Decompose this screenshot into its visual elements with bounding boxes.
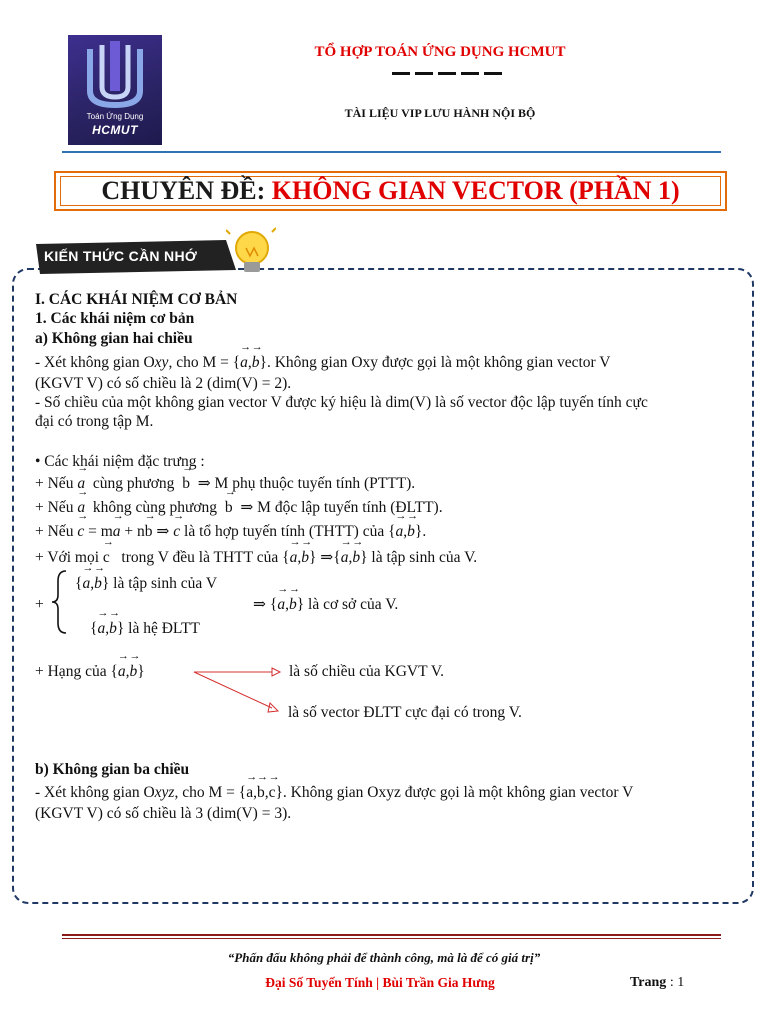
lightbulb-icon [226, 226, 276, 280]
header-subtitle: TÀI LIỆU VIP LƯU HÀNH NỘI BỘ [344, 106, 536, 120]
org-name: TỔ HỢP TOÁN ỨNG DỤNG HCMUT [314, 44, 566, 60]
footer-course: Đại Số Tuyến Tính | Bùi Trần Gia Hưng [265, 975, 495, 990]
feature-5-top: {→ a,→ b} là tập sinh của V [75, 574, 217, 593]
rank-line: + Hạng của {→ a,→ b} [35, 662, 145, 681]
section-heading: I. CÁC KHÁI NIỆM CƠ BẢN [35, 291, 238, 308]
title-main: KHÔNG GIAN VECTOR (PHẦN 1) [271, 176, 680, 205]
subsection-heading: 1. Các khái niệm cơ bản [35, 310, 195, 327]
rank-arrows-icon [190, 660, 290, 720]
rank-result-1: là số chiều của KGVT V. [289, 663, 444, 680]
header-divider [62, 151, 721, 153]
rank-result-2: là số vector ĐLTT cực đại có trong V. [288, 704, 522, 721]
part-a-line-3: - Số chiều của một không gian vector V được ký hiệu là dim(V) là số vector độc lập tuyến tính cực [35, 394, 648, 411]
footer-quote: “Phấn đấu không phải để thành công, mà là để có giá trị” [227, 950, 541, 965]
feature-3: + Nếu → c = m→ a + n→ b ⇒ → c là tổ hợp tuyến tính (THTT) của {→ a,→ b}. [35, 522, 426, 541]
document-title [54, 176, 727, 206]
footer-divider-thin [62, 938, 721, 939]
title-prefix: CHUYÊN ĐỀ: [101, 176, 266, 205]
feature-4: + Với mọi → c trong V đều là THTT của {→ a,→ b} ⇒{→ a,→ b} là tập sinh của V. [35, 548, 477, 567]
logo-u-icon [68, 35, 162, 110]
part-a-line-4: đại có trong tập M. [35, 413, 154, 430]
logo-caption-2: HCMUT [92, 123, 138, 137]
part-b-heading: b) Không gian ba chiều [35, 761, 190, 778]
logo-caption-1: Toán Ứng Dụng [86, 112, 144, 121]
feature-5-plus: + [35, 596, 44, 613]
part-b-line-1: - Xét không gian Oxyz, cho M = {→ a,→ b,→ c}. Không gian Oxyz được gọi là một không gian vector V [35, 783, 633, 802]
part-a-heading: a) Không gian hai chiều [35, 330, 193, 347]
page-number: Trang : 1 [630, 975, 685, 990]
part-a-line-1: - Xét không gian Oxy, cho M = {→ a,→ b}. Không gian Oxy được gọi là một không gian vector V [35, 353, 610, 372]
features-intro: • Các khái niệm đặc trưng : [35, 453, 205, 470]
part-a-line-2: (KGVT V) có số chiều là 2 (dim(V) = 2). [35, 375, 292, 392]
feature-5-right: ⇒ {→ a,→ b} là cơ sở của V. [253, 595, 398, 614]
feature-1: + Nếu → a cùng phương → b ⇒ M phụ thuộc tuyến tính (PTTT). [35, 474, 415, 493]
knowledge-banner [36, 240, 256, 274]
feature-2: + Nếu → a không cùng phương → b ⇒ M độc lập tuyến tính (ĐLTT). [35, 498, 443, 517]
part-b-line-2: (KGVT V) có số chiều là 3 (dim(V) = 3). [35, 805, 292, 822]
left-brace-icon [50, 569, 72, 635]
footer-divider [62, 934, 721, 936]
hcmut-logo [68, 35, 162, 145]
feature-5-bottom: {→ a,→ b} là hệ ĐLTT [90, 619, 200, 638]
decorative-dashes [392, 71, 502, 77]
banner-label: KIẾN THỨC CẦN NHỚ [44, 248, 198, 264]
